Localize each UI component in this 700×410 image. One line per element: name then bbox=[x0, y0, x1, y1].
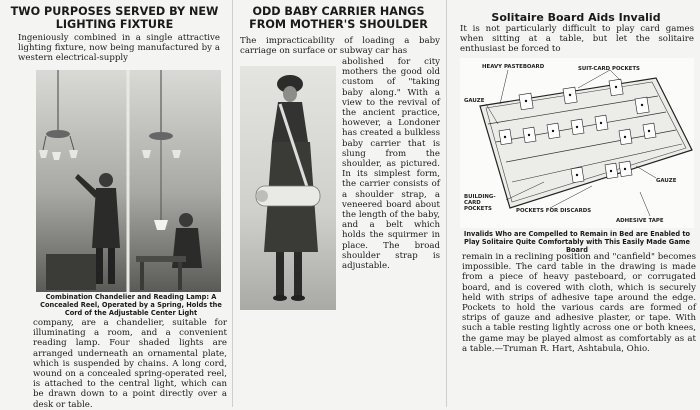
headline-baby-carrier: ODD BABY CARRIER HANGS FROM MOTHER'S SHOULDER bbox=[249, 5, 428, 31]
chandelier-photo bbox=[36, 70, 221, 292]
chandelier-illustration bbox=[36, 70, 221, 292]
body-solitaire: remain in a reclining position and "canfield" becomes impossible. The card table in the drawing is made from a piece of heavy pasteboard, or corrugated board, and is covered with cloth, which is securely held with strips of adhesive tape around the edge. Pockets to hold the various cards are formed of strips of gauze and adhesive plaster, or tape. With such a table resting lightly across one or both knees, the game may be played almost as comfortably as at a table.—Truman R. Hart, Ashtabula, Ohio. bbox=[462, 252, 696, 354]
label-building-card-pockets: BUILDING-CARD POCKETS bbox=[464, 194, 496, 212]
column-divider-1 bbox=[232, 0, 233, 407]
headline-lighting: TWO PURPOSES SERVED BY NEW LIGHTING FIXTURE bbox=[10, 5, 219, 31]
article-lighting-fixture bbox=[0, 0, 229, 410]
label-heavy-pasteboard: HEAVY PASTEBOARD bbox=[482, 64, 545, 70]
label-gauze-right: GAUZE bbox=[656, 178, 677, 184]
caption-lighting: Combination Chandelier and Reading Lamp: A Concealed Reel, Operated by a Spring, Holds the Cord of the Adjustable Center Light bbox=[40, 293, 222, 317]
intro-lighting: Ingeniously combined in a single attractive lighting fixture, now being manufactured by a western electrical-supply bbox=[18, 33, 220, 64]
body-baby-carrier: abolished for city mothers the good old custom of "taking baby along." With a view to the revival of the ancient practice, however, a Londoner has created a bulkless baby carrier that is slung from the shoulder, as pictured. In its simplest form, the carrier consists of a shoulder strap, a veneered board about the length of the baby, and a belt which holds the squirmer in place. The broad shoulder strap is adjustable. bbox=[342, 57, 440, 272]
caption-solitaire: Invalids Who are Compelled to Remain in Bed are Enabled to Play Solitaire Quite Comfortably with This Easily Made Game Board bbox=[463, 230, 691, 254]
label-adhesive-tape: ADHESIVE TAPE bbox=[616, 218, 664, 224]
intro-baby-carrier: The impracticability of loading a baby carriage on surface or subway car has bbox=[240, 36, 440, 57]
intro-solitaire: It is not particularly difficult to play card games when sitting at a table, but let the solitaire enthusiast be forced to bbox=[460, 24, 694, 55]
baby-carrier-photo bbox=[240, 66, 336, 310]
label-pockets-for-discards: POCKETS FOR DISCARDS bbox=[516, 208, 592, 214]
mother-illustration bbox=[240, 66, 336, 310]
article-solitaire-board bbox=[452, 0, 700, 354]
column-divider-2 bbox=[446, 0, 447, 407]
body-lighting: company, are a chandelier, suitable for illuminating a room, and a convenient reading lamp. Four shaded lights are arranged underneath an ornamental plate, which is suspended by chains. A long cord, wound on a concealed spring-operated reel, is attached to the central light, which can be drawn down to a point directly over a desk or table. bbox=[33, 318, 227, 410]
solitaire-diagram bbox=[460, 58, 694, 228]
article-baby-carrier bbox=[236, 0, 441, 272]
label-suit-card-pockets: SUIT-CARD POCKETS bbox=[578, 66, 640, 72]
headline-solitaire: Solitaire Board Aids Invalid bbox=[491, 11, 661, 24]
label-gauze-left: GAUZE bbox=[464, 98, 485, 104]
